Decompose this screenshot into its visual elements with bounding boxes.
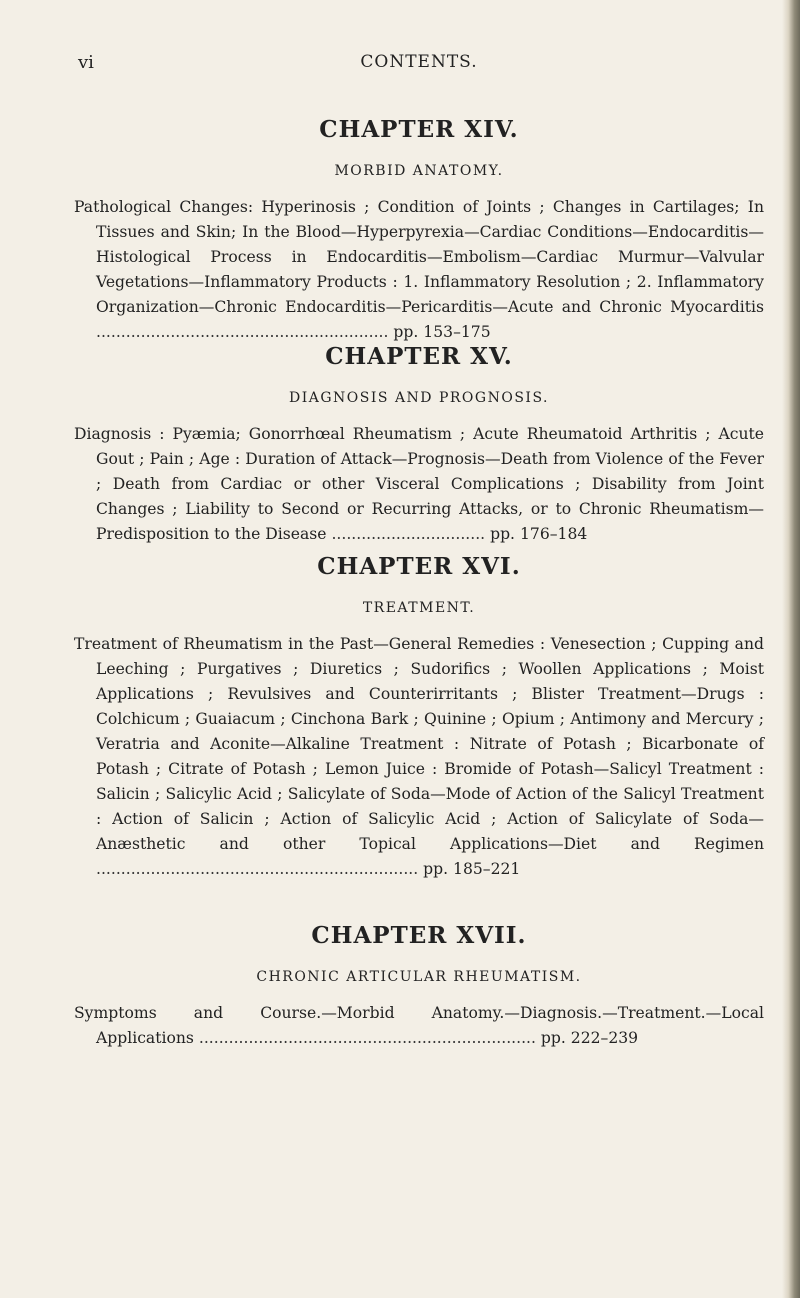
- page-range: pp. 176–184: [490, 525, 588, 543]
- chapter-summary-text: Treatment of Rheumatism in the Past—General Remedies : Venesection ; Cupping and Leeching ; Purgatives ; Diuretics ; Sudorifics ; Woollen Applications ; Moist Applications ; Revulsives and Counterirritants ; Blister Treatment—Drugs : Colchicum ; Guaiacum ; Cinchona Bark ; Quinine ; Opium ; Antimony and Mercury ; Veratria and Aconite—Alkaline Treatment : Nitrate of Potash ; Bicarbonate of Potash ; Citrate of Potash ; Lemon Juice : Bromide of Potash—Salicyl Treatment : Salicin ; Salicylic Acid ; Salicylate of Soda—Mode of Action of the Salicyl Treatment : Action of Salicin ; Action of Salicylic Acid ; Action of Salicylate of Soda—Anæsthetic and other Topical Applications—Diet and Regimen: [74, 635, 764, 853]
- chapter-summary: [74, 195, 764, 345]
- chapter-summary: [74, 632, 764, 882]
- chapter-subtitle: CHRONIC ARTICULAR RHEUMATISM.: [256, 969, 582, 985]
- chapter-summary-text: Pathological Changes: Hyperinosis ; Condition of Joints ; Changes in Cartilages; In Tissues and Skin; In the Blood—Hyperpyrexia—Cardiac Conditions—Endocarditis—Histological Process in Endocarditis—Embolism—Cardiac Murmur—Valvular Vegetations—Inflammatory Products : 1. Inflammatory Resolution ; 2. Inflammatory Organization—Chronic Endocarditis—Pericarditis—Acute and Chronic Myocarditis: [74, 198, 764, 316]
- chapter-entry-14: [74, 116, 764, 345]
- page-range-leader: .................................................................... pp. 222–239: [193, 1029, 639, 1047]
- page-range: pp. 222–239: [540, 1029, 639, 1047]
- chapter-summary-text: Symptoms and Course.—Morbid Anatomy.—Diagnosis.—Treatment.—Local Applications: [74, 1004, 764, 1047]
- chapter-subtitle: DIAGNOSIS AND PROGNOSIS.: [289, 390, 549, 406]
- chapter-entry-16: [74, 553, 764, 882]
- page-range-leader: ........................................................... pp. 153–175: [96, 323, 491, 341]
- chapter-title: CHAPTER XVI.: [317, 553, 521, 580]
- chapter-title: CHAPTER XIV.: [319, 116, 519, 143]
- chapter-entry-17: [74, 922, 764, 1051]
- chapter-summary: [74, 1001, 764, 1051]
- chapter-summary: [74, 422, 764, 547]
- running-head: [78, 52, 760, 76]
- chapter-title: CHAPTER XV.: [325, 343, 513, 370]
- chapter-entry-15: [74, 343, 764, 547]
- chapter-subtitle: MORBID ANATOMY.: [334, 163, 504, 179]
- chapter-subtitle: TREATMENT.: [362, 600, 476, 616]
- running-title: CONTENTS.: [360, 52, 478, 72]
- page-range: pp. 153–175: [393, 323, 491, 341]
- chapter-summary-text: Diagnosis : Pyæmia; Gonorrhœal Rheumatism ; Acute Rheumatoid Arthritis ; Acute Gout ; Pain ; Age : Duration of Attack—Prognosis—Death from Violence of the Fever ; Death from Cardiac or other Visceral Complications ; Disability from Joint Changes ; Liability to Second or Recurring Attacks, or to Chronic Rheumatism—Predisposition to the Disease: [74, 425, 764, 543]
- page-range-leader: ............................... pp. 176–184: [326, 525, 588, 543]
- page-range: pp. 185–221: [423, 860, 521, 878]
- page-range-leader: ................................................................. pp. 185–221: [96, 860, 521, 878]
- page-folio: vi: [78, 52, 94, 73]
- chapter-title: CHAPTER XVII.: [311, 922, 527, 949]
- page-edge-shadow: [782, 0, 800, 1298]
